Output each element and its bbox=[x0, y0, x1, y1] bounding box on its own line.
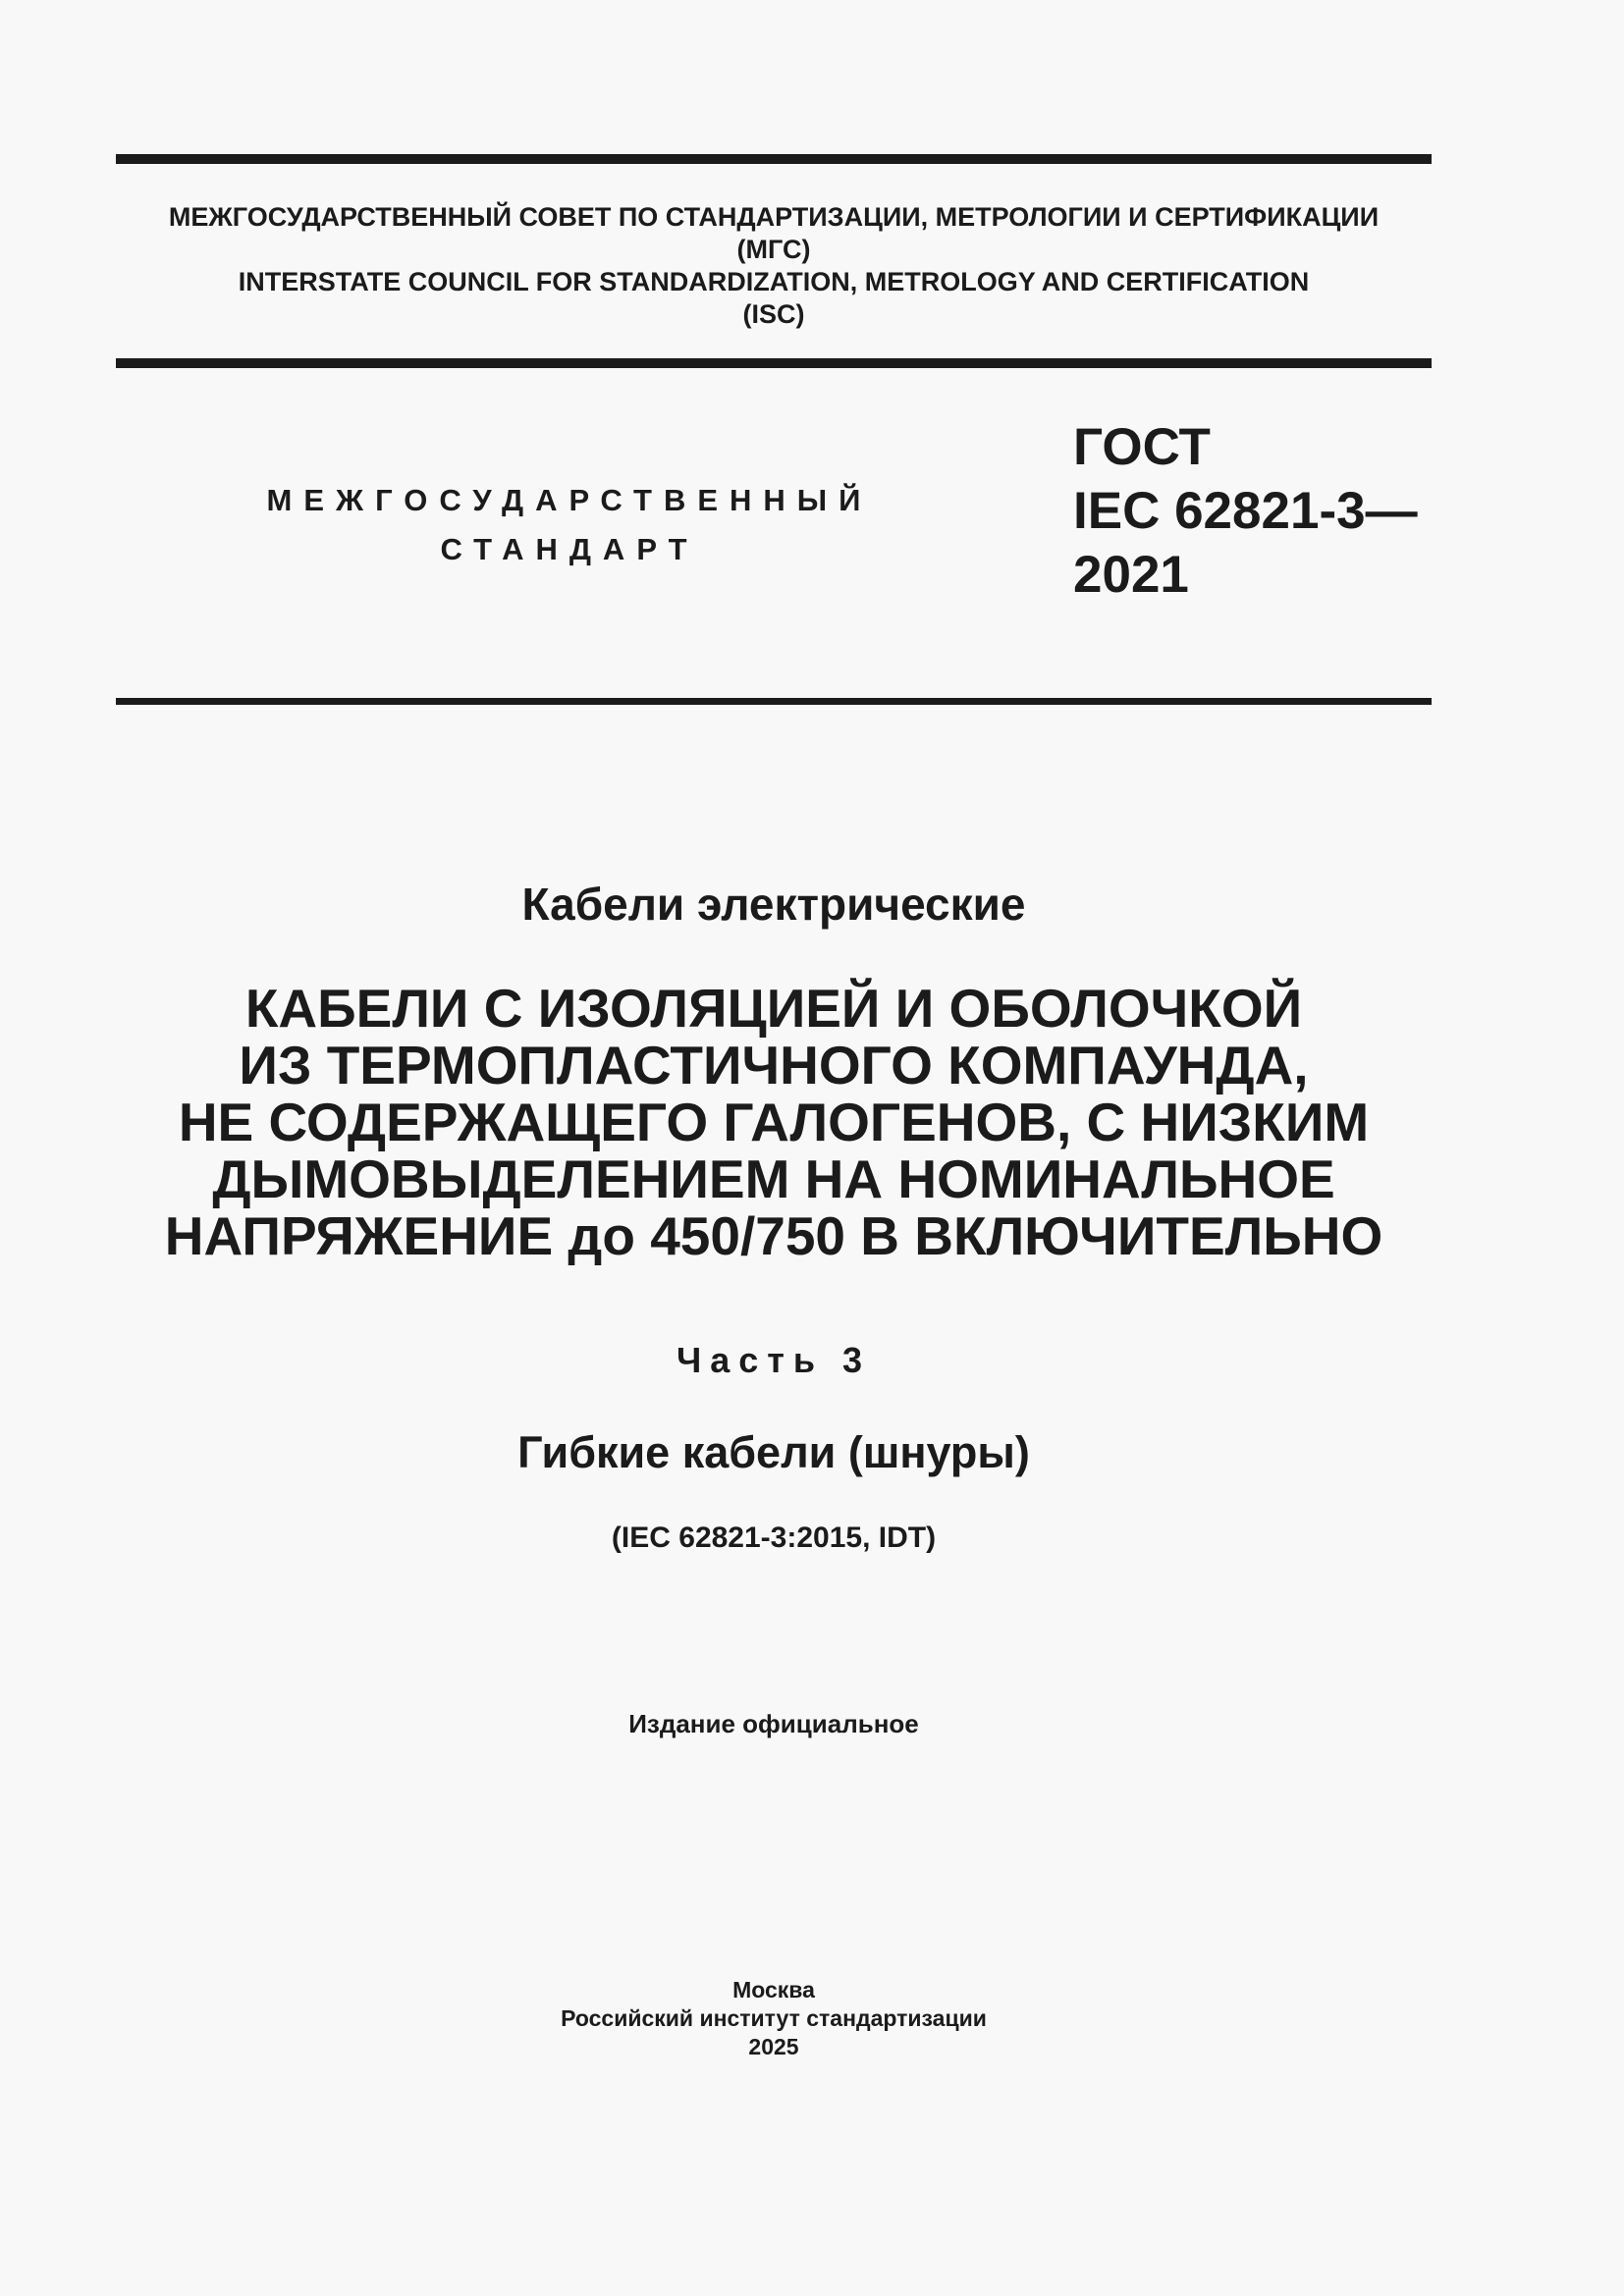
edition-note: Издание официальное bbox=[628, 1709, 919, 1738]
designation-line1: ГОСТ bbox=[1073, 418, 1211, 476]
top-rule bbox=[116, 154, 1432, 164]
council-header bbox=[116, 201, 1432, 331]
main-title-line: НЕ СОДЕРЖАЩЕГО ГАЛОГЕНОВ, С НИЗКИМ bbox=[178, 1092, 1370, 1152]
part-number: Часть 3 bbox=[676, 1340, 872, 1380]
standard-designation bbox=[1073, 415, 1418, 607]
document-main-title bbox=[116, 980, 1432, 1264]
part-title: Гибкие кабели (шнуры) bbox=[517, 1427, 1030, 1477]
designation-line2: IEC 62821-3— bbox=[1073, 482, 1418, 540]
main-title-line: ИЗ ТЕРМОПЛАСТИЧНОГО КОМПАУНДА, bbox=[239, 1035, 1309, 1095]
main-title-line: КАБЕЛИ С ИЗОЛЯЦИЕЙ И ОБОЛОЧКОЙ bbox=[244, 978, 1303, 1039]
designation-bottom-rule bbox=[116, 698, 1432, 705]
council-abbr-en: (ISC) bbox=[742, 299, 805, 329]
document-subtitle: Кабели электрические bbox=[521, 879, 1026, 930]
standard-label-line2: СТАНДАРТ bbox=[440, 532, 699, 566]
iec-reference: (IEC 62821-3:2015, IDT) bbox=[611, 1522, 937, 1554]
main-title-line: ДЫМОВЫДЕЛЕНИЕМ НА НОМИНАЛЬНОЕ bbox=[212, 1148, 1335, 1209]
council-abbr-ru: (МГС) bbox=[736, 235, 811, 264]
designation-line3: 2021 bbox=[1073, 546, 1189, 604]
council-name-en: INTERSTATE COUNCIL FOR STANDARDIZATION, METROLOGY AND CERTIFICATION bbox=[238, 267, 1310, 296]
standard-label-line1: МЕЖГОСУДАРСТВЕННЫЙ bbox=[266, 483, 873, 517]
main-title-line: НАПРЯЖЕНИЕ до 450/750 В ВКЛЮЧИТЕЛЬНО bbox=[164, 1205, 1383, 1266]
council-bottom-rule bbox=[116, 358, 1432, 368]
publisher-year: 2025 bbox=[748, 2034, 799, 2059]
council-name-ru: МЕЖГОСУДАРСТВЕННЫЙ СОВЕТ ПО СТАНДАРТИЗАЦИИ, МЕТРОЛОГИИ И СЕРТИФИКАЦИИ bbox=[168, 202, 1380, 232]
standard-type-label bbox=[245, 476, 893, 574]
publisher-city: Москва bbox=[732, 1977, 815, 2002]
publisher-institute: Российский институт стандартизации bbox=[561, 2005, 987, 2031]
publisher-block bbox=[116, 1976, 1432, 2061]
